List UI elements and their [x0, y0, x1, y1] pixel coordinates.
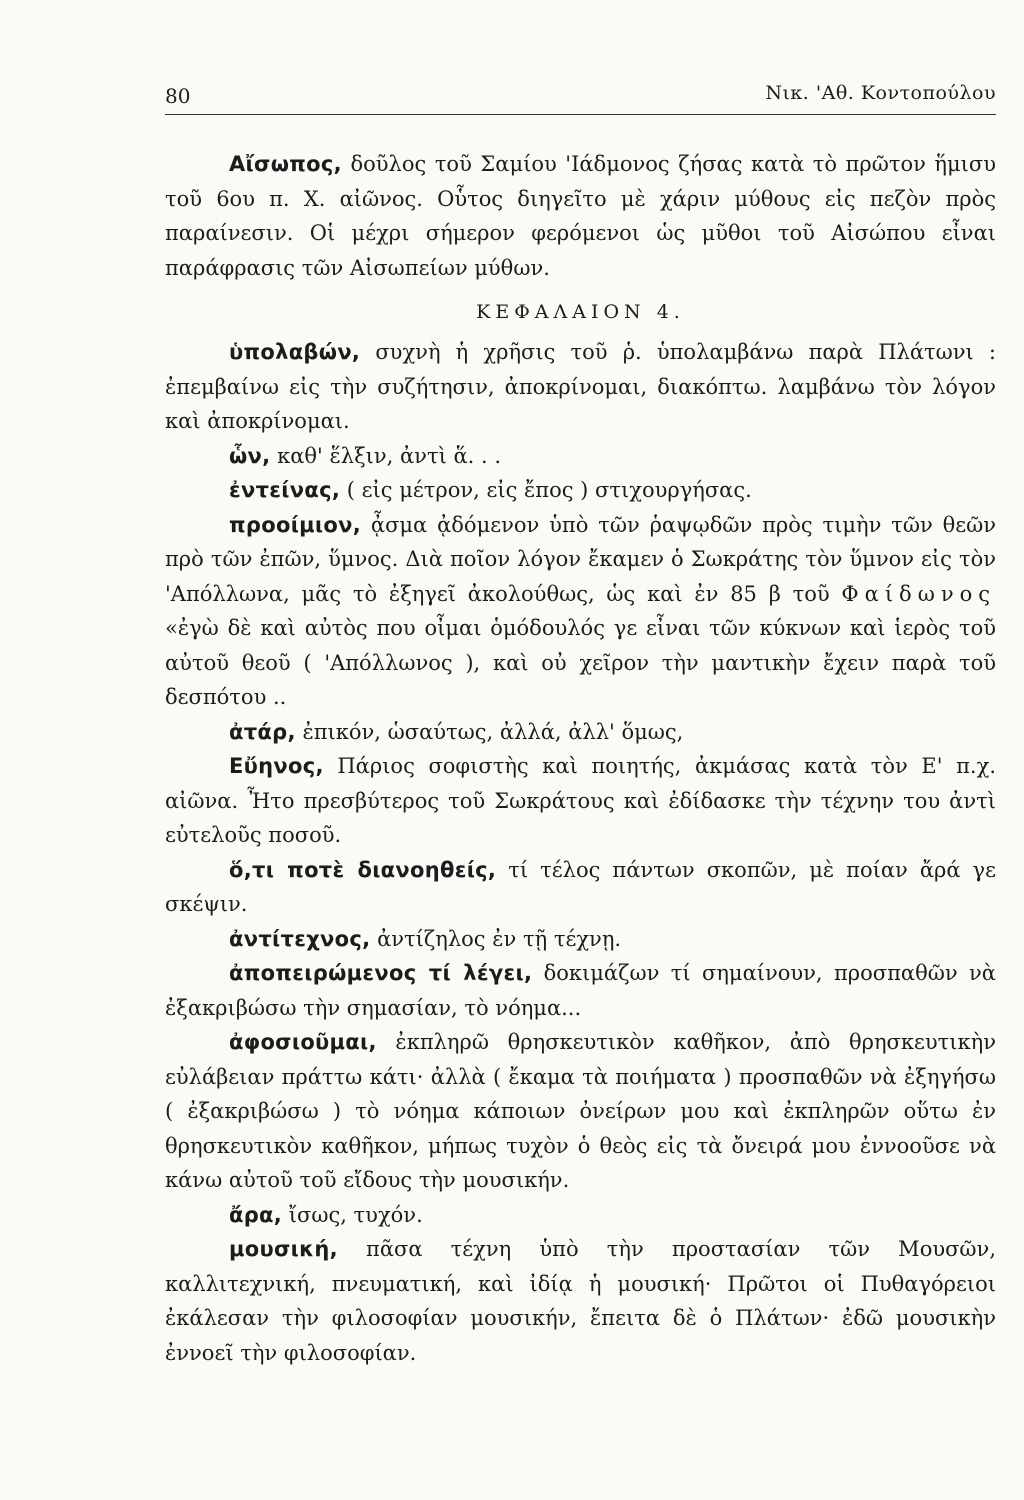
entry-text: ἐκπληρῶ θρησκευτικὸν καθῆκον, ἀπὸ θρησκευτικὴν εὐλάβειαν πράττω κάτι· ἀλλὰ ( ἔκαμα τὰ ποιήματα ) προσπαθῶν νὰ ἐξηγήσω ( ἐξακριβώσω ) τὸ νόημα κάποιων ὀνείρων μου καὶ ἐκπληρῶν οὕτω ἐν θρησκευτικὸν καθῆκον, μήπως τυχὸν ὁ θεὸς εἰς τὰ ὄνειρά μου ἐννοοῦσε νὰ κάνω αὐτοῦ τοῦ εἴδους τὴν μουσικήν. — [165, 1030, 996, 1192]
glossary-entry — [165, 715, 996, 750]
entry-headword: προοίμιον, — [229, 512, 362, 537]
entry-text: καθ' ἕλξιν, ἀντὶ ἅ. . . — [270, 443, 502, 468]
entry-headword: ἐντείνας, — [229, 478, 341, 502]
entry-text: πᾶσα τέχνη ὑπὸ τὴν προστασίαν τῶν Μουσῶν, καλλιτεχνική, πνευματική, καὶ ἰδίᾳ ἡ μουσική· Πρῶτοι οἱ Πυθαγόρειοι ἐκάλεσαν τὴν φιλοσοφίαν μουσικήν, ἔπειτα δὲ ὁ Πλάτων· ἐδῶ μουσικὴν ἐννοεῖ τὴν φιλοσοφίαν. — [165, 1237, 996, 1365]
spaced-title: Φαίδωνος — [841, 581, 996, 606]
entry-text: Πάριος σοφιστὴς καὶ ποιητής, ἀκμάσας κατὰ τὸν Ε' π.χ. αἰῶνα. Ἦτο πρεσβύτερος τοῦ Σωκράτους καὶ ἐδίδασκε τὴν τέχνην του ἀντὶ εὐτελοῦς ποσοῦ. — [165, 754, 996, 847]
glossary-entry — [165, 1025, 996, 1198]
entry-headword: ὧν, — [229, 443, 271, 468]
glossary-entry — [165, 853, 996, 922]
entry-text: δοκιμάζων τί σημαίνουν, προσπαθῶν νὰ ἐξακριβώσω τὴν σημασίαν, τὸ νόημα... — [165, 961, 996, 1020]
entry-headword: ἄρα, — [229, 1202, 283, 1227]
entry-headword: ἀποπειρώμενος τί λέγει, — [229, 961, 533, 985]
chapter-title: ΚΕΦΑΛΑΙΟΝ 4. — [476, 301, 685, 323]
entry-text: συχνὴ ἡ χρῆσις τοῦ ῥ. ὑπολαμβάνω παρὰ Πλάτωνι : ἐπεμβαίνω εἰς τὴν συζήτησιν, ἀποκρίνομαι, διακόπτω. λαμβάνω τὸν λόγον καὶ ἀποκρίνομαι. — [165, 340, 996, 433]
page-number: 80 — [165, 84, 191, 108]
entry-text: ἴσως, τυχόν. — [282, 1202, 423, 1227]
entry-text: ἀντίζηλος ἐν τῇ τέχνῃ. — [370, 926, 622, 951]
glossary-entry — [165, 956, 996, 1025]
page-body — [165, 147, 996, 1370]
entry-text: ᾆσμα ᾀδόμενον ὑπὸ τῶν ῥαψῳδῶν πρὸς τιμὴν τῶν θεῶν πρὸ τῶν ἐπῶν, ὕμνος. Διὰ ποῖον λόγον ἔκαμεν ὁ Σωκράτης τὸν ὕμνον εἰς τὸν 'Απόλλωνα, μᾶς τὸ ἐξηγεῖ ἀκολούθως, ὡς καὶ ἐν 85 β τοῦ — [165, 512, 996, 606]
glossary-entry — [165, 508, 996, 715]
page-header — [165, 80, 996, 115]
glossary-entry — [165, 335, 996, 439]
entry-text: τί τέλος πάντων σκοπῶν, μὲ ποίαν ἄρά γε σκέψιν. — [165, 857, 996, 916]
running-head: Νικ. 'Αθ. Κοντοπούλου — [765, 82, 996, 104]
glossary-entry — [165, 439, 996, 474]
entry-headword: Αἴσωπος, — [229, 152, 342, 176]
glossary-entry — [165, 473, 996, 508]
glossary-entry — [165, 749, 996, 853]
entry-headword: ὅ,τι ποτὲ διανοηθείς, — [229, 857, 497, 882]
entry-text: δοῦλος τοῦ Σαμίου 'Ιάδμονος ζήσας κατὰ τὸ πρῶτον ἥμισυ τοῦ 6ου π. Χ. αἰῶνος. Οὗτος διηγεῖτο μὲ χάριν μύθους εἰς πεζὸν πρὸς παραίνεσιν. Οἱ μέχρι σήμερον φερόμενοι ὡς μῦθοι τοῦ Αἰσώπου εἶναι παράφρασις τῶν Αἰσωπείων μύθων. — [165, 152, 996, 280]
entry-headword: Εὔηνος, — [229, 754, 324, 778]
entry-text-continued: «ἐγὼ δὲ καὶ αὐτὸς που οἶμαι ὁμόδουλός γε εἶναι τῶν κύκνων καὶ ἱερὸς τοῦ αὐτοῦ θεοῦ ( 'Απόλλωνος ), καὶ οὐ χεῖρον τὴν μαντικὴν ἔχειν παρὰ τοῦ δεσπότου .. — [165, 616, 996, 709]
entry-headword: ἀτάρ, — [229, 719, 296, 744]
glossary-entry — [165, 1232, 996, 1370]
glossary-entry — [165, 922, 996, 957]
entry-headword: μουσική, — [229, 1237, 338, 1261]
glossary-entry — [165, 1198, 996, 1233]
entry-text: ( εἰς μέτρον, εἰς ἔπος ) στιχουργήσας. — [340, 478, 752, 502]
entry-text: ἐπικόν, ὡσαύτως, ἀλλά, ἀλλ' ὅμως, — [295, 719, 684, 744]
entry-headword: ἀφοσιοῦμαι, — [229, 1030, 377, 1054]
entry-headword: ὑπολαβών, — [229, 340, 361, 364]
entry-headword: ἀντίτεχνος, — [229, 926, 371, 951]
intro-paragraph — [165, 147, 996, 285]
